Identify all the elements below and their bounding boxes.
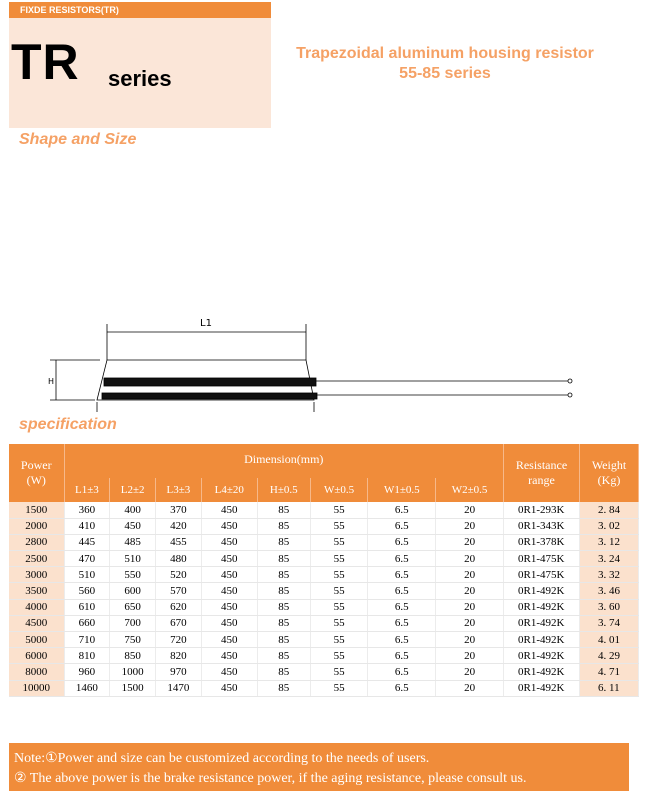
cell-resistance: 0R1-492K — [504, 648, 580, 664]
header-weight: Weight (Kg) — [580, 444, 639, 502]
cell-dimension: 450 — [201, 664, 257, 680]
header-sub: L2±2 — [110, 478, 156, 502]
cell-dimension: 410 — [64, 518, 110, 534]
cell-dimension: 20 — [436, 599, 504, 615]
header-sub: W2±0.5 — [436, 478, 504, 502]
cell-power: 2500 — [9, 551, 64, 567]
header-sub: L4±20 — [201, 478, 257, 502]
cell-resistance: 0R1-492K — [504, 583, 580, 599]
cell-dimension: 20 — [436, 648, 504, 664]
cell-weight: 4. 71 — [580, 664, 639, 680]
cell-dimension: 450 — [201, 632, 257, 648]
header-power: Power (W) — [9, 444, 64, 502]
cell-dimension: 400 — [110, 502, 156, 518]
header-sub: W±0.5 — [310, 478, 368, 502]
cell-dimension: 85 — [257, 567, 310, 583]
table-row — [9, 615, 639, 631]
cell-weight: 3. 74 — [580, 615, 639, 631]
cell-dimension: 55 — [310, 632, 368, 648]
cell-dimension: 450 — [201, 567, 257, 583]
cell-weight: 3. 32 — [580, 567, 639, 583]
cell-dimension: 510 — [64, 567, 110, 583]
cell-dimension: 6.5 — [368, 615, 436, 631]
cell-dimension: 360 — [64, 502, 110, 518]
label-l1: L1 — [200, 318, 212, 329]
cell-resistance: 0R1-492K — [504, 599, 580, 615]
header-sub: W1±0.5 — [368, 478, 436, 502]
header-sub: L3±3 — [156, 478, 202, 502]
cell-dimension: 720 — [156, 632, 202, 648]
cell-dimension: 20 — [436, 551, 504, 567]
cell-dimension: 85 — [257, 632, 310, 648]
cell-dimension: 6.5 — [368, 518, 436, 534]
cell-dimension: 55 — [310, 615, 368, 631]
cell-dimension: 20 — [436, 518, 504, 534]
cell-dimension: 450 — [201, 551, 257, 567]
cell-weight: 3. 02 — [580, 518, 639, 534]
cell-dimension: 820 — [156, 648, 202, 664]
cell-resistance: 0R1-293K — [504, 502, 580, 518]
cell-power: 2800 — [9, 534, 64, 550]
cell-dimension: 6.5 — [368, 599, 436, 615]
cell-dimension: 470 — [64, 551, 110, 567]
cell-dimension: 450 — [201, 615, 257, 631]
cell-dimension: 20 — [436, 615, 504, 631]
cell-dimension: 55 — [310, 648, 368, 664]
note-line2: ② The above power is the brake resistance power, if the aging resistance, please consult us. — [14, 771, 527, 786]
cell-dimension: 6.5 — [368, 534, 436, 550]
cell-dimension: 6.5 — [368, 551, 436, 567]
cell-resistance: 0R1-492K — [504, 680, 580, 696]
cell-resistance: 0R1-492K — [504, 615, 580, 631]
cell-weight: 3. 60 — [580, 599, 639, 615]
cell-dimension: 85 — [257, 648, 310, 664]
cell-dimension: 6.5 — [368, 680, 436, 696]
cell-dimension: 55 — [310, 518, 368, 534]
cell-dimension: 6.5 — [368, 502, 436, 518]
cell-dimension: 960 — [64, 664, 110, 680]
cell-dimension: 6.5 — [368, 664, 436, 680]
cell-dimension: 55 — [310, 680, 368, 696]
cell-dimension: 750 — [110, 632, 156, 648]
cell-dimension: 85 — [257, 518, 310, 534]
header-resistance: Resistance range — [504, 444, 580, 502]
cell-dimension: 710 — [64, 632, 110, 648]
cell-power: 8000 — [9, 664, 64, 680]
cell-power: 4500 — [9, 615, 64, 631]
cell-power: 1500 — [9, 502, 64, 518]
cell-dimension: 670 — [156, 615, 202, 631]
cell-dimension: 55 — [310, 502, 368, 518]
cell-dimension: 20 — [436, 583, 504, 599]
cell-dimension: 55 — [310, 567, 368, 583]
table-row — [9, 664, 639, 680]
product-heading-line1: Trapezoidal aluminum housing resistor — [296, 45, 594, 62]
table-row — [9, 632, 639, 648]
cell-dimension: 970 — [156, 664, 202, 680]
cell-dimension: 20 — [436, 502, 504, 518]
product-heading-line2: 55-85 series — [399, 65, 491, 82]
cell-dimension: 450 — [201, 583, 257, 599]
cell-power: 4000 — [9, 599, 64, 615]
table-row — [9, 551, 639, 567]
cell-dimension: 55 — [310, 551, 368, 567]
dimension-drawing — [0, 150, 650, 412]
cell-dimension: 55 — [310, 599, 368, 615]
cell-dimension: 85 — [257, 502, 310, 518]
cell-dimension: 650 — [110, 599, 156, 615]
cell-power: 10000 — [9, 680, 64, 696]
table-row — [9, 567, 639, 583]
cell-power: 2000 — [9, 518, 64, 534]
cell-dimension: 20 — [436, 632, 504, 648]
cell-dimension: 600 — [110, 583, 156, 599]
cell-weight: 3. 12 — [580, 534, 639, 550]
product-heading — [272, 44, 618, 84]
cell-dimension: 450 — [201, 599, 257, 615]
cell-power: 3000 — [9, 567, 64, 583]
spec-table — [9, 444, 639, 697]
spec-title: specification — [19, 416, 117, 433]
cell-dimension: 85 — [257, 599, 310, 615]
cell-dimension: 20 — [436, 664, 504, 680]
cell-dimension: 55 — [310, 583, 368, 599]
cell-weight: 6. 11 — [580, 680, 639, 696]
cell-dimension: 85 — [257, 551, 310, 567]
table-row — [9, 583, 639, 599]
cell-dimension: 20 — [436, 680, 504, 696]
table-row — [9, 534, 639, 550]
cell-dimension: 480 — [156, 551, 202, 567]
spec-body — [9, 502, 639, 696]
cell-resistance: 0R1-378K — [504, 534, 580, 550]
table-row — [9, 502, 639, 518]
cell-dimension: 570 — [156, 583, 202, 599]
cell-resistance: 0R1-475K — [504, 567, 580, 583]
cell-dimension: 455 — [156, 534, 202, 550]
cell-dimension: 450 — [110, 518, 156, 534]
cell-dimension: 450 — [201, 534, 257, 550]
cell-dimension: 610 — [64, 599, 110, 615]
cell-weight: 3. 24 — [580, 551, 639, 567]
cell-dimension: 1000 — [110, 664, 156, 680]
brand-tag: FIXDE RESISTORS(TR) — [9, 2, 271, 18]
cell-power: 3500 — [9, 583, 64, 599]
cell-weight: 2. 84 — [580, 502, 639, 518]
shape-size-title: Shape and Size — [19, 131, 137, 148]
series-code: TR — [11, 34, 80, 90]
series-word: series — [108, 66, 172, 91]
cell-dimension: 450 — [201, 648, 257, 664]
cell-dimension: 370 — [156, 502, 202, 518]
cell-dimension: 55 — [310, 664, 368, 680]
cell-dimension: 445 — [64, 534, 110, 550]
cell-weight: 3. 46 — [580, 583, 639, 599]
cell-dimension: 450 — [201, 680, 257, 696]
cell-dimension: 560 — [64, 583, 110, 599]
cell-dimension: 6.5 — [368, 567, 436, 583]
note-line1: Note:①Power and size can be customized according to the needs of users. — [14, 751, 430, 766]
cell-dimension: 420 — [156, 518, 202, 534]
cell-dimension: 620 — [156, 599, 202, 615]
cell-dimension: 85 — [257, 583, 310, 599]
cell-power: 6000 — [9, 648, 64, 664]
header-dimension: Dimension(mm) — [64, 444, 504, 478]
note-box — [9, 743, 629, 791]
cell-dimension: 1460 — [64, 680, 110, 696]
cell-dimension: 450 — [201, 518, 257, 534]
cell-dimension: 520 — [156, 567, 202, 583]
cell-resistance: 0R1-492K — [504, 632, 580, 648]
cell-dimension: 550 — [110, 567, 156, 583]
cell-weight: 4. 29 — [580, 648, 639, 664]
label-h: H — [48, 377, 55, 386]
cell-weight: 4. 01 — [580, 632, 639, 648]
table-row — [9, 680, 639, 696]
cell-resistance: 0R1-343K — [504, 518, 580, 534]
cell-dimension: 660 — [64, 615, 110, 631]
table-row — [9, 648, 639, 664]
cell-dimension: 510 — [110, 551, 156, 567]
cell-dimension: 55 — [310, 534, 368, 550]
cell-dimension: 850 — [110, 648, 156, 664]
cell-dimension: 810 — [64, 648, 110, 664]
cell-dimension: 1500 — [110, 680, 156, 696]
cell-dimension: 6.5 — [368, 632, 436, 648]
cell-resistance: 0R1-492K — [504, 664, 580, 680]
cell-dimension: 6.5 — [368, 648, 436, 664]
cell-dimension: 85 — [257, 615, 310, 631]
header-sub: L1±3 — [64, 478, 110, 502]
cell-dimension: 85 — [257, 534, 310, 550]
cell-dimension: 450 — [201, 502, 257, 518]
cell-dimension: 20 — [436, 567, 504, 583]
cell-dimension: 700 — [110, 615, 156, 631]
cell-dimension: 20 — [436, 534, 504, 550]
cell-dimension: 485 — [110, 534, 156, 550]
cell-power: 5000 — [9, 632, 64, 648]
cell-dimension: 1470 — [156, 680, 202, 696]
cell-dimension: 6.5 — [368, 583, 436, 599]
cell-dimension: 85 — [257, 680, 310, 696]
cell-dimension: 85 — [257, 664, 310, 680]
table-row — [9, 599, 639, 615]
table-row — [9, 518, 639, 534]
header-sub: H±0.5 — [257, 478, 310, 502]
cell-resistance: 0R1-475K — [504, 551, 580, 567]
